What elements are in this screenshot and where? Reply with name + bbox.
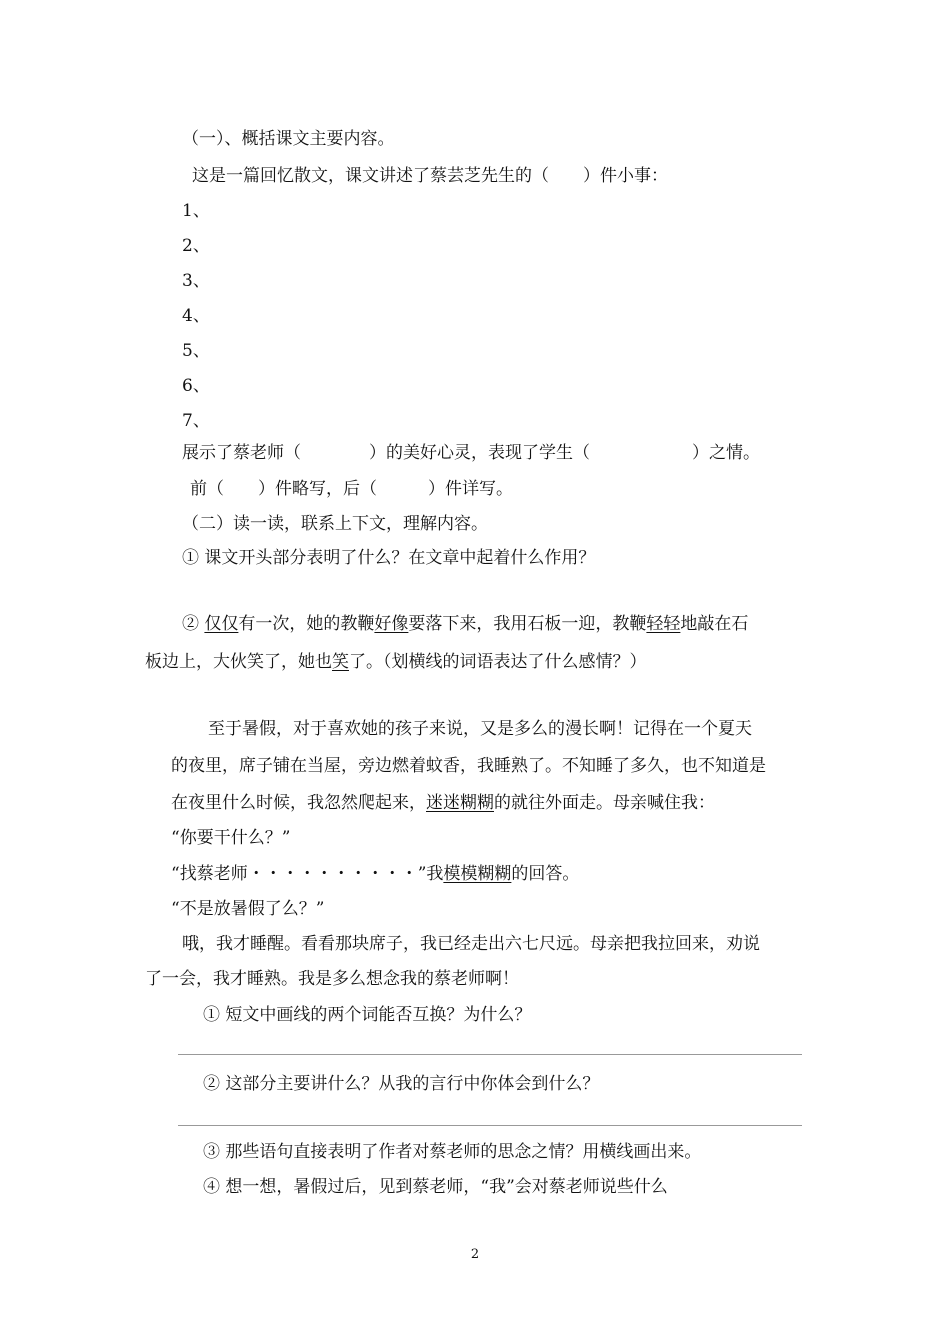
question-3: ③ 那些语句直接表明了作者对蔡老师的思念之情？用横线画出来。 (203, 1142, 702, 1162)
section2-question-2-line-1: ② 仅仅有一次，她的教鞭好像要落下来，我用石板一迎，教鞭轻轻地敲在石 (182, 614, 749, 634)
section1-summary: 展示了蔡老师（ ）的美好心灵，表现了学生（ ）之情。 (182, 443, 760, 463)
underlined-word: 仅仅 (204, 614, 239, 634)
section1-intro: 这是一篇回忆散文，课文讲述了蔡芸芝先生的（ ）件小事： (192, 166, 668, 186)
passage-line: “你要干什么？” (171, 828, 291, 848)
section2-heading: （二）读一读，联系上下文，理解内容。 (182, 514, 488, 534)
answer-line (178, 1054, 802, 1055)
passage-line: “找蔡老师・・・・・・・・・・”我模模糊糊的回答。 (171, 864, 580, 884)
question-1: ① 短文中画线的两个词能否互换？为什么？ (203, 1005, 532, 1025)
passage-line: 在夜里什么时候，我忽然爬起来，迷迷糊糊的就往外面走。母亲喊住我： (171, 793, 715, 813)
passage-line: 了一会，我才睡熟。我是多么想念我的蔡老师啊！ (145, 969, 519, 989)
section2-question-2-line-2: 板边上，大伙笑了，她也笑了。（划横线的词语表达了什么感情？） (145, 652, 647, 672)
passage-line: 哦，我才睡醒。看看那块席子，我已经走出六七尺远。母亲把我拉回来，劝说 (182, 934, 760, 954)
question-2: ② 这部分主要讲什么？从我的言行中你体会到什么？ (203, 1074, 600, 1094)
list-item: 5、 (182, 341, 210, 361)
section2-question-1: ① 课文开头部分表明了什么？在文章中起着什么作用？ (182, 548, 596, 568)
question-4: ④ 想一想，暑假过后，见到蔡老师，“我”会对蔡老师说些什么 (203, 1177, 668, 1197)
list-item: 7、 (182, 411, 210, 431)
list-item: 6、 (182, 376, 210, 396)
underlined-word: 笑 (332, 652, 349, 672)
section1-detail: 前（ ）件略写，后（ ）件详写。 (190, 479, 513, 499)
passage-line: 的夜里，席子铺在当屋，旁边燃着蚊香，我睡熟了。不知睡了多久，也不知道是 (171, 756, 766, 776)
underlined-word: 模模糊糊 (443, 864, 512, 884)
underlined-word: 轻轻 (646, 614, 681, 634)
list-item: 3、 (182, 271, 210, 291)
answer-line (178, 1125, 802, 1126)
section1-heading: （一）、概括课文主要内容。 (182, 129, 395, 149)
passage-line: 至于暑假，对于喜欢她的孩子来说，又是多么的漫长啊！记得在一个夏天 (208, 719, 752, 739)
underlined-word: 迷迷糊糊 (426, 793, 494, 813)
passage-line: “不是放暑假了么？” (171, 899, 325, 919)
list-item: 2、 (182, 236, 210, 256)
underlined-word: 好像 (374, 614, 409, 634)
list-item: 4、 (182, 306, 210, 326)
list-item: 1、 (182, 201, 210, 221)
page-number: 2 (470, 1247, 480, 1262)
